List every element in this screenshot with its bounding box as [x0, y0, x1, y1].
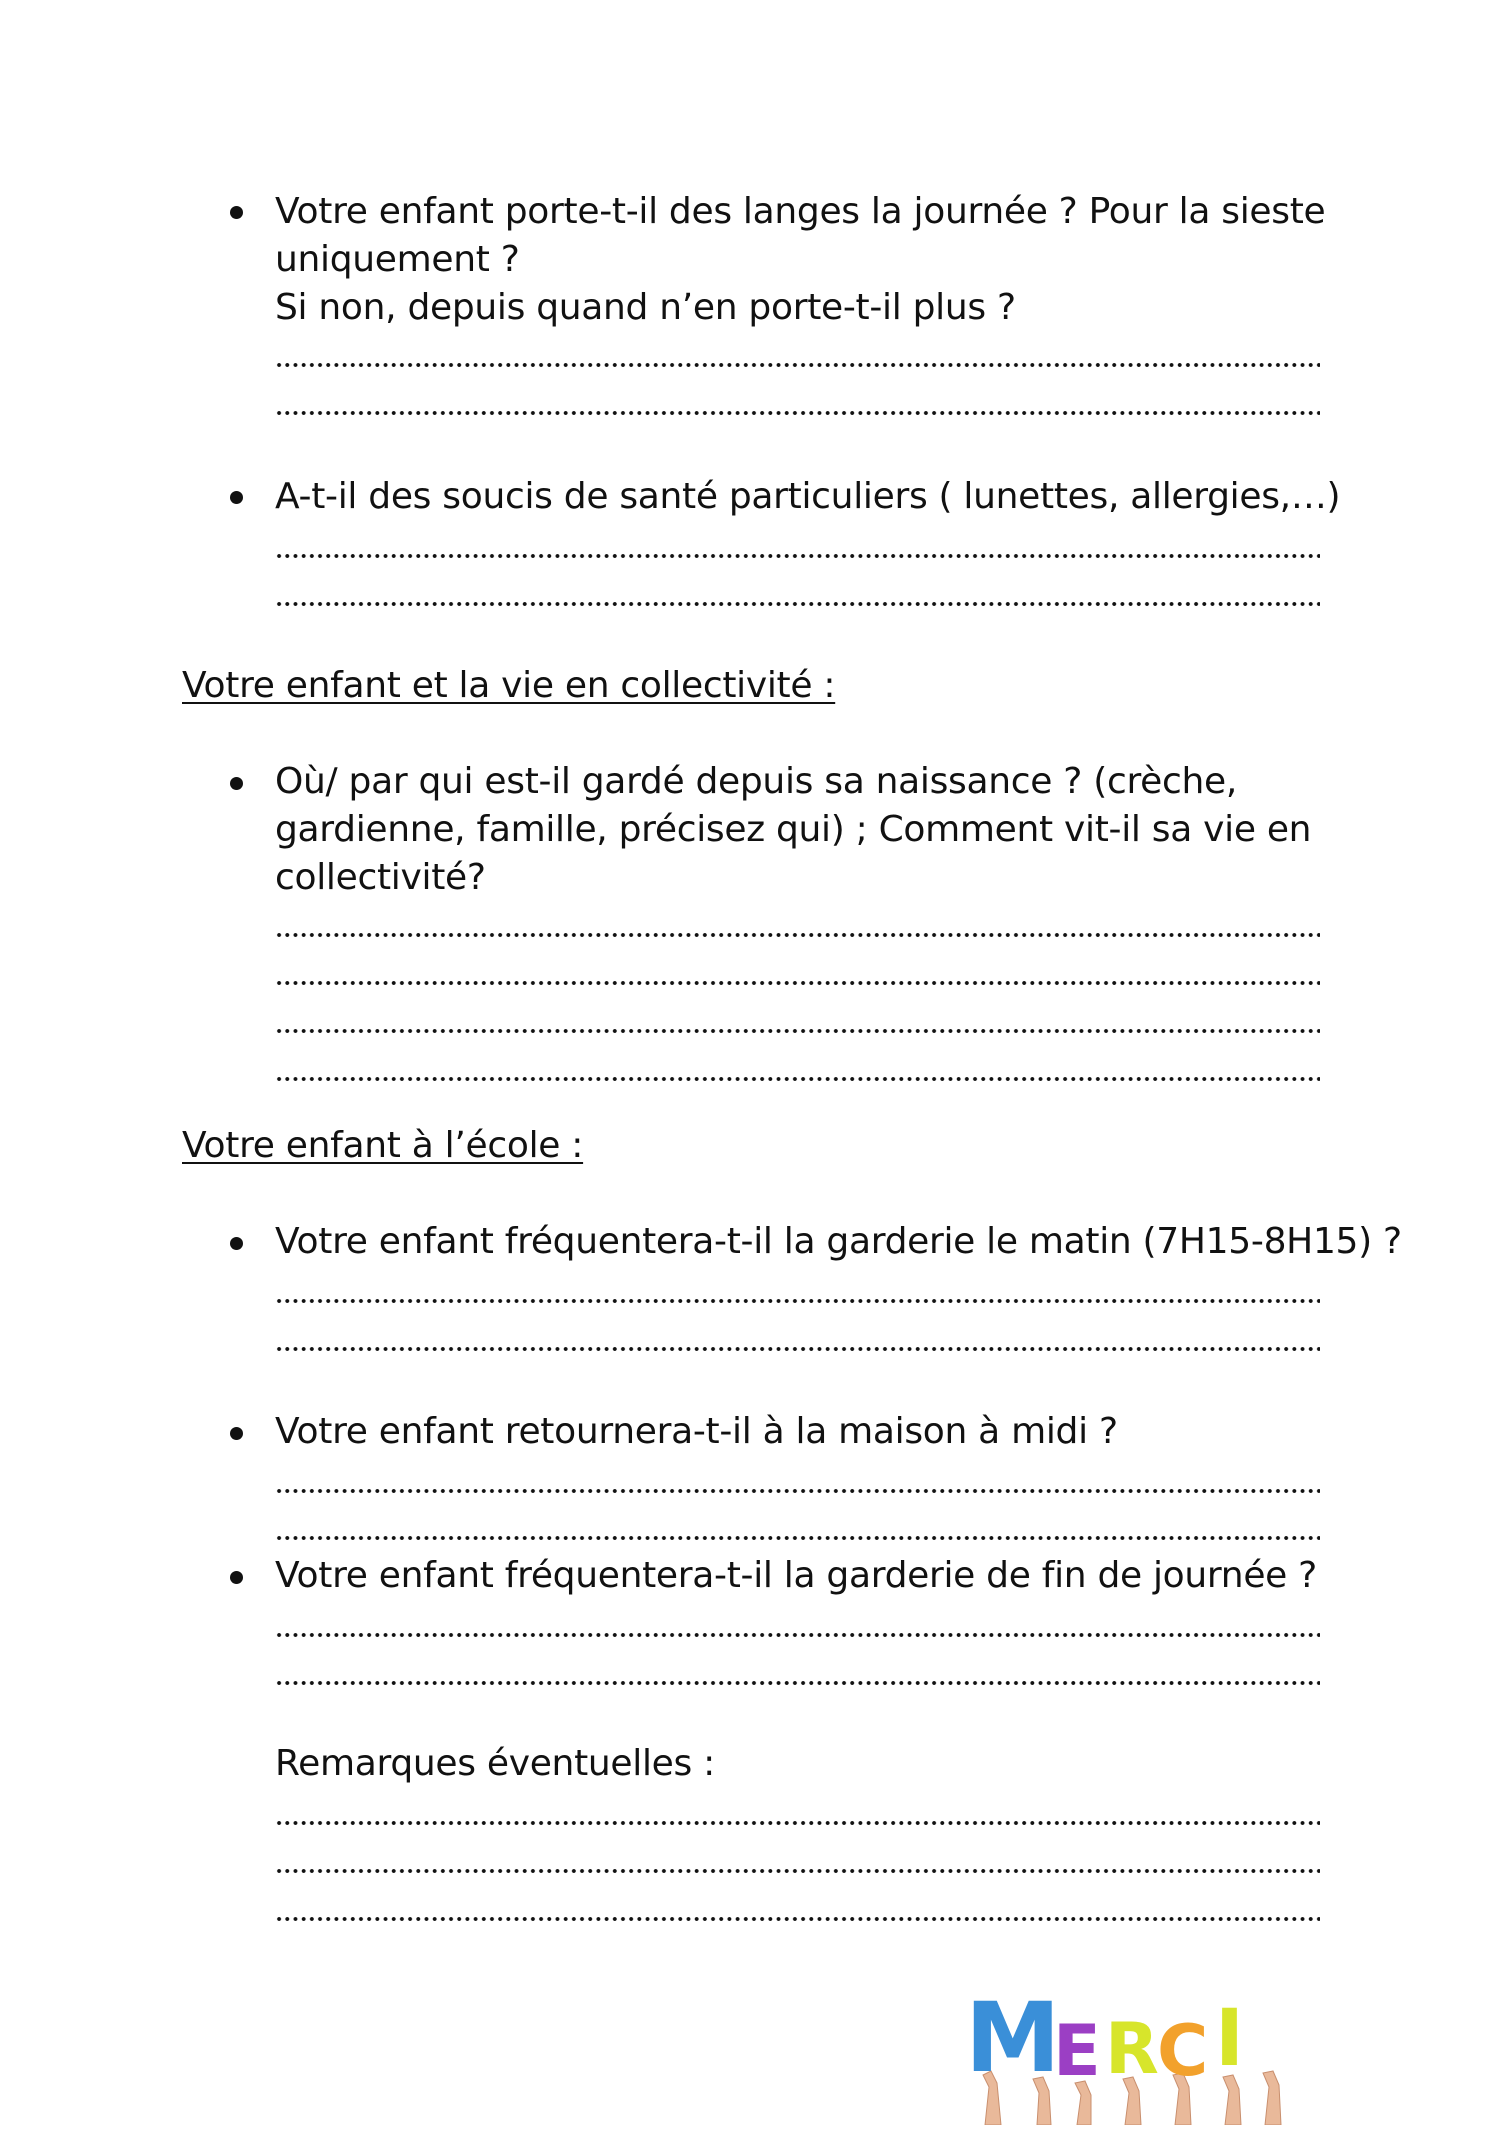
answer-line[interactable]	[275, 1680, 1320, 1686]
logo-letter-r: R	[1105, 2008, 1159, 2090]
answer-line[interactable]	[275, 1298, 1320, 1304]
bullet	[230, 206, 243, 219]
section-heading-ecole: Votre enfant à l’école :	[182, 1125, 584, 1166]
answer-line[interactable]	[275, 1916, 1320, 1922]
remarks-label: Remarques éventuelles :	[275, 1743, 715, 1784]
bullet	[230, 1427, 243, 1440]
answer-line[interactable]	[275, 1028, 1320, 1034]
bullet	[230, 1571, 243, 1584]
question-morning-care: Votre enfant fréquentera-t-il la garderie le matin (7H15-8H15) ?	[275, 1221, 1402, 1262]
question-evening-care: Votre enfant fréquentera-t-il la garderie de fin de journée ?	[275, 1555, 1317, 1596]
answer-line[interactable]	[275, 980, 1320, 986]
logo-letter-c: C	[1157, 2010, 1209, 2092]
answer-line[interactable]	[275, 410, 1320, 416]
question-nappies-line2: uniquement ?	[275, 239, 520, 280]
bullet	[230, 1237, 243, 1250]
logo-letter-i: I	[1215, 1994, 1245, 2084]
logo-letter-m: M	[965, 1982, 1061, 2094]
question-nappies-line3: Si non, depuis quand n’en porte-t-il plus ?	[275, 287, 1016, 328]
answer-line[interactable]	[275, 1820, 1320, 1826]
answer-line[interactable]	[275, 1632, 1320, 1638]
answer-line[interactable]	[275, 1868, 1320, 1874]
question-childcare-line2: gardienne, famille, précisez qui) ; Comment vit-il sa vie en	[275, 809, 1312, 850]
question-lunch-home: Votre enfant retournera-t-il à la maison à midi ?	[275, 1411, 1118, 1452]
bullet	[230, 777, 243, 790]
answer-line[interactable]	[275, 601, 1320, 607]
section-heading-collectivite: Votre enfant et la vie en collectivité :	[182, 665, 836, 706]
answer-line[interactable]	[275, 932, 1320, 938]
question-childcare-line3: collectivité?	[275, 857, 486, 898]
bullet	[230, 491, 243, 504]
question-health-line1: A-t-il des soucis de santé particuliers ( lunettes, allergies,…)	[275, 476, 1341, 517]
answer-line[interactable]	[275, 1535, 1320, 1541]
merci-logo	[965, 1975, 1295, 2125]
answer-line[interactable]	[275, 1076, 1320, 1082]
answer-line[interactable]	[275, 553, 1320, 559]
answer-line[interactable]	[275, 362, 1320, 368]
logo-letter-e: E	[1053, 2010, 1101, 2092]
answer-line[interactable]	[275, 1346, 1320, 1352]
question-nappies-line1: Votre enfant porte-t-il des langes la journée ? Pour la sieste	[275, 191, 1326, 232]
answer-line[interactable]	[275, 1488, 1320, 1494]
question-childcare-line1: Où/ par qui est-il gardé depuis sa naissance ? (crèche,	[275, 761, 1238, 802]
